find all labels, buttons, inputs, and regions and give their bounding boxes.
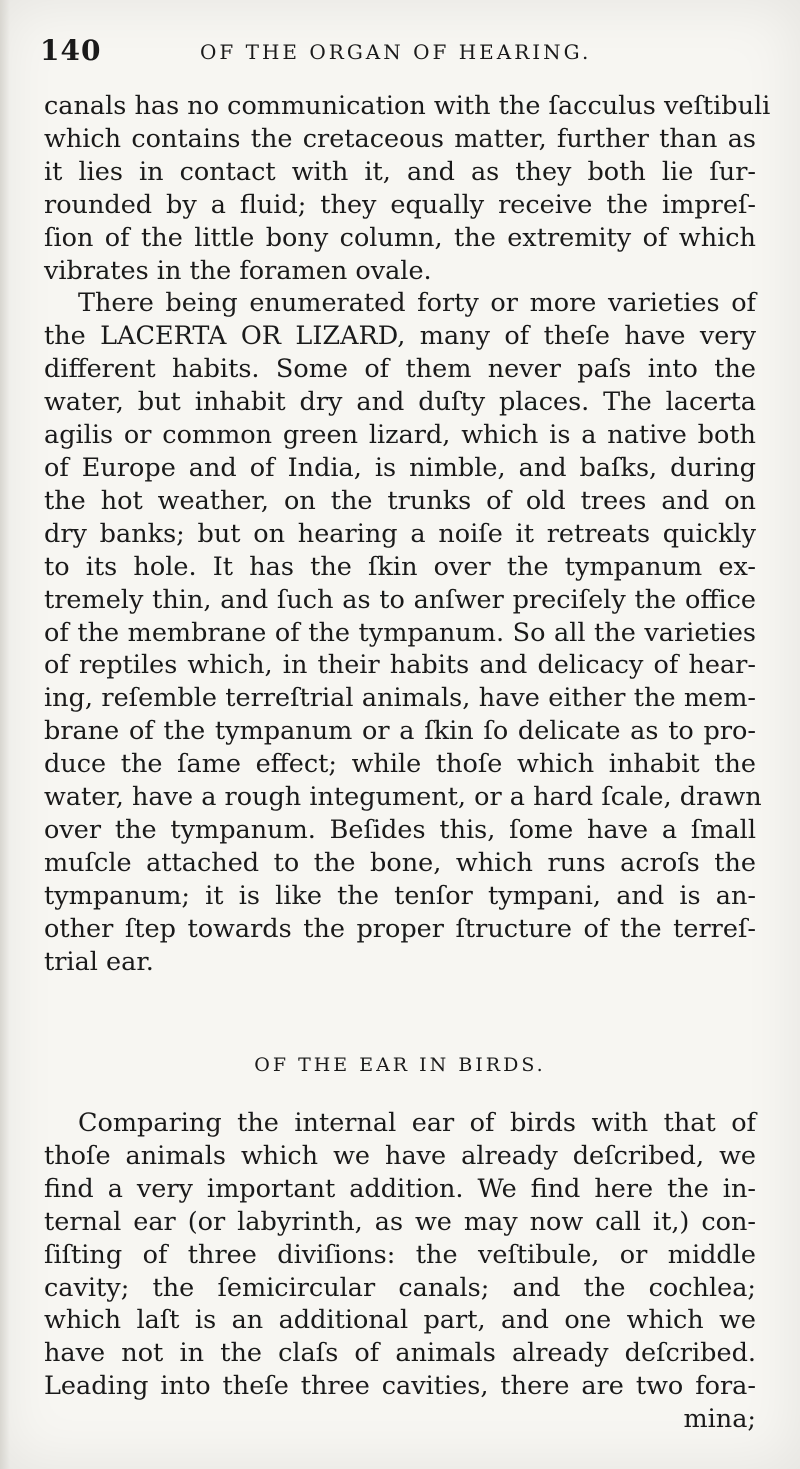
- text-line: duce the ſame effect; while thoſe which inhabit the: [44, 749, 756, 780]
- text-line: over the tympanum. Beſides this, ſome have a ſmall: [44, 814, 756, 845]
- body-text-birds: [44, 1107, 756, 1436]
- page-header: [40, 30, 770, 70]
- text-line: the hot weather, on the trunks of old trees and on: [44, 485, 756, 516]
- text-line: brane of the tympanum or a ſkin ſo delicate as to pro-: [44, 716, 756, 747]
- running-head: OF THE ORGAN OF HEARING.: [200, 40, 592, 64]
- page-gutter-shadow: [0, 0, 10, 1469]
- text-line: of Europe and of India, is nimble, and baſks, during: [44, 452, 756, 483]
- text-line: muſcle attached to the bone, which runs acroſs the: [44, 847, 756, 878]
- paragraph-continued: [44, 90, 771, 287]
- text-line: Leading into theſe three cavities, there are two fora-: [44, 1371, 756, 1402]
- section-heading: OF THE EAR IN BIRDS.: [254, 1054, 546, 1076]
- text-line: thoſe animals which we have already deſcribed, we: [44, 1140, 756, 1171]
- text-line: find a very important addition. We find here the in-: [44, 1173, 756, 1204]
- text-line: ternal ear (or labyrinth, as we may now call it,) con-: [44, 1206, 756, 1237]
- text-line: other ſtep towards the proper ſtructure of the terreſ-: [44, 913, 756, 944]
- text-line: it lies in contact with it, and as they both lie ſur-: [44, 156, 756, 187]
- text-line: the LACERTA OR LIZARD, many of theſe have very: [44, 321, 756, 352]
- text-line: Comparing the internal ear of birds with that of: [78, 1108, 756, 1138]
- text-line: ſion of the little bony column, the extremity of which: [44, 222, 756, 253]
- text-line: of the membrane of the tympanum. So all the varieties: [44, 617, 756, 648]
- text-line: tympanum; it is like the tenſor tympani, and is an-: [44, 880, 756, 911]
- body-text-top: [44, 90, 771, 978]
- text-line: ing, reſemble terreſtrial animals, have either the mem-: [44, 683, 756, 714]
- text-line: water, but inhabit dry and duſty places. The lacerta: [44, 387, 756, 418]
- text-line: to its hole. It has the ſkin over the tympanum ex-: [44, 551, 756, 582]
- text-line: agilis or common green lizard, which is a native both: [44, 420, 756, 451]
- catchword: mina;: [683, 1404, 756, 1435]
- text-line: different habits. Some of them never paſs into the: [44, 354, 756, 385]
- text-line: rounded by a fluid; they equally receive the impreſ-: [44, 189, 756, 220]
- text-line: cavity; the ſemicircular canals; and the cochlea;: [44, 1272, 756, 1303]
- text-line: trial ear.: [44, 946, 154, 977]
- page-number: 140: [40, 34, 102, 67]
- text-line: which contains the cretaceous matter, further than as: [44, 123, 756, 154]
- text-line: ſiſting of three diviſions: the veſtibule, or middle: [44, 1239, 756, 1270]
- text-line: canals has no communication with the ſacculus veſtibuli: [44, 91, 771, 121]
- text-line: There being enumerated forty or more varieties of: [78, 288, 756, 319]
- text-line: vibrates in the foramen ovale.: [44, 255, 432, 286]
- paragraph-lacerta: [44, 287, 762, 978]
- text-line: which laſt is an additional part, and one which we: [44, 1305, 756, 1336]
- text-line: dry banks; but on hearing a noiſe it retreats quickly: [44, 518, 756, 549]
- text-line: tremely thin, and ſuch as to anſwer preciſely the office: [44, 584, 756, 615]
- text-line: water, have a rough integument, or a hard ſcale, drawn: [44, 782, 762, 813]
- text-line: have not in the claſs of animals already deſcribed.: [44, 1338, 756, 1369]
- text-line: of reptiles which, in their habits and delicacy of hear-: [44, 650, 756, 681]
